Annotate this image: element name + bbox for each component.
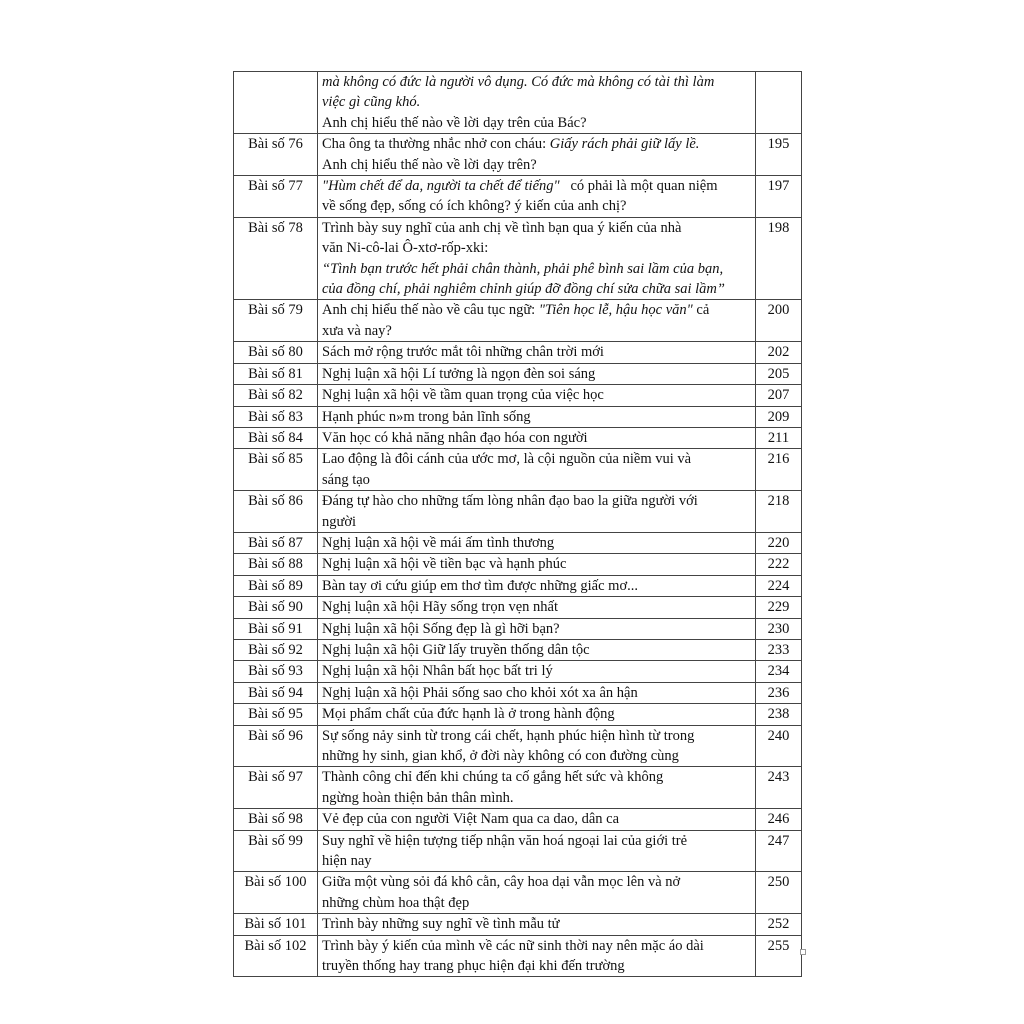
title-line [322, 491, 751, 511]
title-line [322, 470, 751, 490]
title-segment: ngừng hoàn thiện bản thân mình. [322, 789, 514, 806]
lesson-title [318, 830, 756, 872]
title-segment: Nghị luận xã hội Nhân bất học bất tri lý [322, 663, 553, 680]
table-row [234, 406, 802, 427]
lesson-label: Bài số 92 [234, 639, 318, 660]
lesson-title [318, 491, 756, 533]
lesson-title [318, 449, 756, 491]
lesson-title [318, 575, 756, 596]
title-line [322, 831, 751, 851]
table-row [234, 639, 802, 660]
title-line [322, 533, 751, 553]
page-number: 195 [756, 134, 802, 176]
lesson-label: Bài số 85 [234, 449, 318, 491]
title-segment: của đồng chí, phải nghiêm chỉnh giúp đỡ đồng chí sửa chữa sai lầm” [322, 281, 725, 298]
title-line [322, 746, 751, 766]
lesson-title [318, 767, 756, 809]
table-row [234, 342, 802, 363]
title-line [322, 449, 751, 469]
page-number: 246 [756, 809, 802, 830]
page-number: 198 [756, 217, 802, 300]
title-line: việc gì cũng khó. [322, 94, 421, 111]
title-segment: Bàn tay ơi cứu giúp em thơ tìm được những giấc mơ... [322, 577, 639, 594]
page-number: 222 [756, 554, 802, 575]
title-line [322, 300, 751, 320]
title-line [322, 640, 751, 660]
toc-body [234, 72, 802, 977]
page-number: 218 [756, 491, 802, 533]
title-line [322, 238, 751, 258]
title-line [322, 872, 751, 892]
title-line [322, 342, 751, 362]
page-number: 238 [756, 704, 802, 725]
title-line [322, 851, 751, 871]
title-line [322, 176, 751, 196]
lesson-title [318, 935, 756, 977]
title-segment: Suy nghĩ về hiện tượng tiếp nhận văn hoá ngoại lai của giới trẻ [322, 832, 688, 849]
title-segment: Sự sống nảy sinh từ trong cái chết, hạnh phúc hiện hình từ trong [322, 727, 695, 744]
table-row [234, 491, 802, 533]
page-number: 234 [756, 661, 802, 682]
table-row [234, 575, 802, 596]
lesson-title [318, 914, 756, 935]
table-row [234, 597, 802, 618]
lesson-title [318, 809, 756, 830]
title-line [322, 956, 751, 976]
title-line [322, 726, 751, 746]
lesson-title [318, 682, 756, 703]
title-segment: Trình bày suy nghĩ của anh chị về tình bạn qua ý kiến của nhà [322, 219, 682, 236]
lesson-title [318, 872, 756, 914]
lesson-label: Bài số 97 [234, 767, 318, 809]
lesson-title [318, 597, 756, 618]
table-row [234, 176, 802, 218]
title-segment: những hy sinh, gian khổ, ở đời này không có con đường cùng [322, 748, 679, 764]
title-line [322, 407, 751, 427]
lesson-label: Bài số 82 [234, 385, 318, 406]
lesson-label: Bài số 81 [234, 363, 318, 384]
title-segment: Cha ông ta thường nhắc nhở con cháu: [322, 136, 550, 153]
page-number: 230 [756, 618, 802, 639]
page-number: 207 [756, 385, 802, 406]
table-of-contents [233, 71, 802, 977]
lesson-label: Bài số 93 [234, 661, 318, 682]
page-number: 200 [756, 300, 802, 342]
title-segment: cả [692, 302, 710, 319]
resize-handle[interactable] [800, 949, 806, 955]
title-line [322, 704, 751, 724]
lesson-label: Bài số 89 [234, 575, 318, 596]
page-number: 250 [756, 872, 802, 914]
title-segment: Trình bày những suy nghĩ về tình mẫu tử [322, 916, 560, 933]
lesson-label: Bài số 79 [234, 300, 318, 342]
lesson-label: Bài số 84 [234, 427, 318, 448]
page-number: 233 [756, 639, 802, 660]
lesson-label: Bài số 102 [234, 935, 318, 977]
title-line [322, 767, 751, 787]
table-row [234, 134, 802, 176]
title-line [322, 554, 751, 574]
lesson-title [318, 704, 756, 725]
title-segment: Giấy rách phải giữ lấy lề. [549, 136, 700, 153]
title-line [322, 321, 751, 341]
page-number: 229 [756, 597, 802, 618]
table-row [234, 217, 802, 300]
table-row [234, 872, 802, 914]
page-number: 247 [756, 830, 802, 872]
title-line [322, 196, 751, 216]
table-row [234, 914, 802, 935]
table-row [234, 300, 802, 342]
title-line [322, 385, 751, 405]
table-row [234, 427, 802, 448]
title-line [322, 428, 751, 448]
title-line [322, 279, 751, 299]
lesson-title [318, 363, 756, 384]
title-line [322, 661, 751, 681]
page-number: 202 [756, 342, 802, 363]
table-row [234, 363, 802, 384]
lesson-title [318, 639, 756, 660]
table-row [234, 532, 802, 553]
lesson-label: Bài số 88 [234, 554, 318, 575]
title-line [322, 576, 751, 596]
lesson-label: Bài số 86 [234, 491, 318, 533]
lesson-title [318, 217, 756, 300]
title-segment: Giữa một vùng sỏi đá khô cằn, cây hoa dại vẫn mọc lên và nở [322, 874, 681, 891]
title-segment: hiện nay [322, 853, 372, 870]
table-row [234, 704, 802, 725]
title-line [322, 683, 751, 703]
table-row [234, 618, 802, 639]
lesson-label: Bài số 80 [234, 342, 318, 363]
lesson-label: Bài số 94 [234, 682, 318, 703]
title-segment: xưa và nay? [322, 322, 392, 339]
title-segment: “Tình bạn trước hết phải chân thành, phải phê bình sai lầm của bạn, [322, 260, 724, 277]
title-line [322, 936, 751, 956]
title-segment: Văn học có khả năng nhân đạo hóa con người [322, 429, 588, 446]
title-line [322, 259, 751, 279]
lesson-label: Bài số 91 [234, 618, 318, 639]
title-line [322, 619, 751, 639]
lesson-title [318, 532, 756, 553]
page-number: 240 [756, 725, 802, 767]
lesson-label: Bài số 78 [234, 217, 318, 300]
lesson-label [234, 72, 318, 134]
title-segment: Anh chị hiểu thế nào về lời dạy trên? [322, 156, 537, 173]
table-row [234, 385, 802, 406]
title-segment: những chùm hoa thật đẹp [322, 894, 470, 911]
page-number: 211 [756, 427, 802, 448]
lesson-title [318, 661, 756, 682]
lesson-title [318, 72, 756, 134]
lesson-title [318, 554, 756, 575]
title-segment: Nghị luận xã hội Lí tưởng là ngọn đèn soi sáng [322, 365, 596, 382]
lesson-title [318, 385, 756, 406]
title-segment: Nghị luận xã hội về mái ấm tình thương [322, 534, 555, 551]
title-segment: "Tiên học lễ, hậu học văn" [538, 302, 693, 319]
page-number: 216 [756, 449, 802, 491]
title-line [322, 893, 751, 913]
table-row [234, 935, 802, 977]
lesson-label: Bài số 101 [234, 914, 318, 935]
title-segment: người [322, 513, 357, 530]
title-line [322, 914, 751, 934]
page-number: 252 [756, 914, 802, 935]
title-line: mà không có đức là người vô dụng. Có đức mà không có tài thì làm [322, 74, 715, 90]
title-line [322, 809, 751, 829]
page-number: 224 [756, 575, 802, 596]
title-line [322, 788, 751, 808]
page-number: 220 [756, 532, 802, 553]
title-line [322, 218, 751, 238]
title-line [322, 597, 751, 617]
lesson-label: Bài số 99 [234, 830, 318, 872]
lesson-label: Bài số 90 [234, 597, 318, 618]
title-line [322, 134, 751, 154]
page-number: 197 [756, 176, 802, 218]
title-segment: có phải là một quan niệm [559, 178, 718, 195]
table-row [234, 554, 802, 575]
title-segment: Nghị luận xã hội Phải sống sao cho khỏi xót xa ân hận [322, 684, 638, 701]
page-number [756, 72, 802, 134]
table-row [234, 725, 802, 767]
lesson-label: Bài số 76 [234, 134, 318, 176]
lesson-title [318, 618, 756, 639]
title-segment: Nghị luận xã hội Giữ lấy truyền thống dân tộc [322, 641, 590, 658]
title-segment: truyền thống hay trang phục hiện đại khi đến trường [322, 958, 625, 975]
title-segment: Sách mở rộng trước mắt tôi những chân trời mới [322, 344, 604, 361]
title-segment: Nghị luận xã hội về tầm quan trọng của việc học [322, 387, 604, 404]
lesson-title [318, 406, 756, 427]
lesson-title [318, 342, 756, 363]
title-line [322, 155, 751, 175]
title-line [322, 364, 751, 384]
lesson-title [318, 134, 756, 176]
title-segment: Anh chị hiểu thế nào về câu tục ngữ: [322, 302, 539, 319]
lesson-title [318, 300, 756, 342]
lesson-label: Bài số 100 [234, 872, 318, 914]
title-segment: Lao động là đôi cánh của ước mơ, là cội nguồn của niềm vui và [322, 451, 692, 468]
page-number: 255 [756, 935, 802, 977]
page-number: 236 [756, 682, 802, 703]
page-number: 209 [756, 406, 802, 427]
lesson-label: Bài số 83 [234, 406, 318, 427]
title-segment: Thành công chỉ đến khi chúng ta cố gắng hết sức và không [322, 769, 664, 786]
table-row [234, 767, 802, 809]
title-segment: Hạnh phúc n»m trong bản lĩnh sống [322, 408, 531, 425]
title-segment: về sống đẹp, sống có ích không? ý kiến của anh chị? [322, 198, 627, 215]
title-segment: Nghị luận xã hội Sống đẹp là gì hỡi bạn? [322, 620, 560, 637]
lesson-label: Bài số 98 [234, 809, 318, 830]
table-row [234, 682, 802, 703]
lesson-label: Bài số 87 [234, 532, 318, 553]
lesson-label: Bài số 96 [234, 725, 318, 767]
table-row [234, 809, 802, 830]
table-row [234, 72, 802, 134]
title-segment: "Hùm chết để da, người ta chết để tiếng" [322, 178, 560, 195]
title-line: Anh chị hiểu thế nào về lời dạy trên của Bác? [322, 114, 587, 131]
table-row [234, 661, 802, 682]
title-segment: Vẻ đẹp của con người Việt Nam qua ca dao, dân ca [322, 811, 620, 828]
table-row [234, 449, 802, 491]
title-segment: Đáng tự hào cho những tấm lòng nhân đạo bao la giữa người với [322, 493, 698, 510]
title-segment: Nghị luận xã hội về tiền bạc và hạnh phúc [322, 556, 567, 573]
lesson-label: Bài số 95 [234, 704, 318, 725]
page-number: 205 [756, 363, 802, 384]
title-segment: văn Ni-cô-lai Ô-xtơ-rốp-xki: [322, 240, 489, 257]
title-segment: sáng tạo [322, 471, 370, 488]
title-segment: Mọi phẩm chất của đức hạnh là ở trong hành động [322, 706, 615, 723]
title-segment: Nghị luận xã hội Hãy sống trọn vẹn nhất [322, 599, 558, 616]
title-segment: Trình bày ý kiến của mình về các nữ sinh thời nay nên mặc áo dài [322, 937, 704, 954]
table-row [234, 830, 802, 872]
title-line [322, 512, 751, 532]
lesson-label: Bài số 77 [234, 176, 318, 218]
lesson-title [318, 176, 756, 218]
lesson-title [318, 427, 756, 448]
page-number: 243 [756, 767, 802, 809]
lesson-title [318, 725, 756, 767]
